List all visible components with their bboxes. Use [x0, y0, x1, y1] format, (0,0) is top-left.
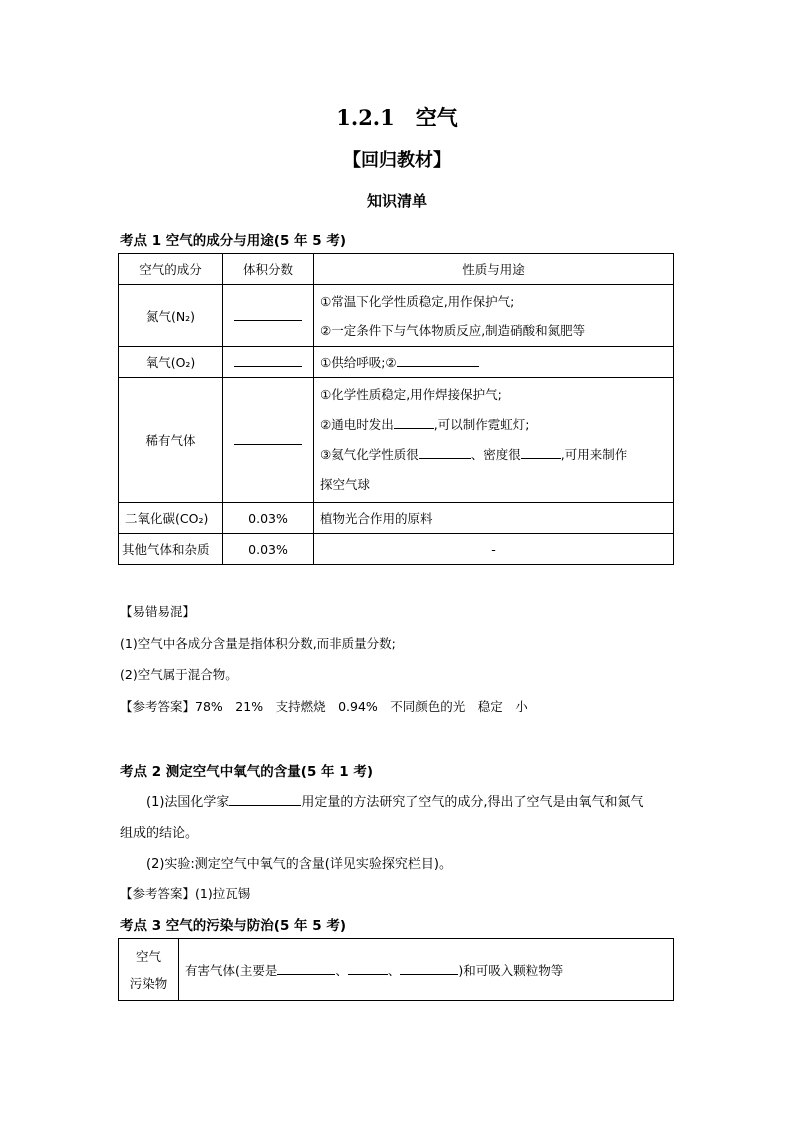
rare-gas-name: 稀有气体 [119, 378, 223, 503]
o2-name: 氧气(O₂) [119, 347, 223, 378]
rare-use-2a: ②通电时发出 [320, 417, 394, 432]
n2-use-2: ②一定条件下与气体物质反应,制造硝酸和氮肥等 [320, 322, 586, 338]
mistakes-item-2: (2)空气属于混合物。 [120, 667, 238, 682]
pollutant-label-cell [119, 939, 179, 1001]
rare-use-4: 探空气球 [320, 477, 371, 492]
kp1-answer [120, 697, 528, 715]
fill-blank [348, 962, 388, 975]
fill-blank [394, 416, 434, 429]
rare-use-1: ①化学性质稳定,用作焊接保护气; [320, 387, 502, 402]
rare-use-3b: 、密度很 [470, 447, 521, 462]
fill-blank [400, 962, 458, 975]
fill-blank [397, 354, 479, 367]
mistakes-heading: 【易错易混】 [120, 604, 196, 619]
fill-blank [234, 354, 302, 367]
header-volume-fraction: 体积分数 [223, 254, 314, 285]
answer-label: 【参考答案】 [120, 699, 196, 714]
co2-name: 二氧化碳(CO₂) [119, 503, 223, 534]
o2-use-1: ①供给呼吸;② [320, 355, 397, 370]
kp2-item-2: (2)实验:测定空气中氧气的含量(详见实验探究栏目)。 [146, 857, 452, 872]
section-heading: 知识清单 [366, 192, 427, 210]
co2-use: 植物光合作用的原料 [314, 503, 674, 534]
table-row [119, 378, 674, 503]
pollutant-label-2: 污染物 [129, 975, 168, 991]
o2-fraction-cell [223, 347, 314, 378]
pollutant-content-a: 有害气体(主要是 [185, 962, 278, 978]
table-row [119, 503, 674, 534]
fill-blank [419, 446, 471, 459]
pollutant-content [179, 939, 674, 1001]
table-row [119, 347, 674, 378]
rare-use-2 [320, 410, 667, 440]
kp2-item-1 [146, 791, 644, 810]
table-row [119, 939, 674, 1001]
kp3-table [118, 938, 674, 1001]
kp1-table [118, 253, 674, 565]
other-name: 其他气体和杂质 [119, 534, 223, 565]
fill-blank [234, 432, 302, 445]
pollutant-content-b: )和可吸入颗粒物等 [458, 962, 564, 978]
other-fraction: 0.03% [223, 534, 314, 565]
co2-fraction: 0.03% [223, 503, 314, 534]
fill-blank [521, 446, 561, 459]
pollutant-label-1: 空气 [135, 948, 161, 964]
o2-uses-cell [314, 347, 674, 378]
fill-blank [234, 308, 302, 321]
n2-uses-cell [314, 285, 674, 347]
kp2-heading: 考点 2 测定空气中氧气的含量(5 年 1 考) [120, 764, 374, 780]
header-component: 空气的成分 [119, 254, 223, 285]
kp2-item-1b: 用定量的方法研究了空气的成分,得出了空气是由氧气和氮气 [301, 795, 644, 810]
fill-blank [277, 962, 335, 975]
fill-blank [229, 793, 301, 806]
rare-uses-cell [314, 378, 674, 503]
page-title: 1.2.1 空气 [336, 105, 458, 130]
n2-use-1: ①常温下化学性质稳定,用作保护气; [320, 293, 515, 309]
header-properties-uses: 性质与用途 [314, 254, 674, 285]
page-subtitle: 【回归教材】 [343, 150, 451, 171]
table-header-row [119, 254, 674, 285]
rare-use-3 [320, 440, 667, 470]
answer-label: 【参考答案】 [120, 886, 196, 901]
rare-use-3a: ③氦气化学性质很 [320, 447, 419, 462]
rare-use-3c: ,可用来制作 [560, 447, 628, 462]
kp2-item-1-cont: 组成的结论。 [120, 826, 199, 841]
other-use: - [314, 534, 674, 565]
pollutant-sep-2: 、 [387, 962, 401, 978]
table-row [119, 285, 674, 347]
pollutant-sep-1: 、 [335, 962, 348, 978]
mistakes-item-1: (1)空气中各成分含量是指体积分数,而非质量分数; [120, 636, 396, 651]
kp2-answer [120, 884, 250, 902]
rare-use-2b: ,可以制作霓虹灯; [433, 417, 530, 432]
rare-fraction-cell [223, 378, 314, 503]
kp2-item-1a: (1)法国化学家 [146, 795, 230, 810]
n2-fraction-cell [223, 285, 314, 347]
answer-text: (1)拉瓦锡 [195, 886, 251, 901]
table-row [119, 534, 674, 565]
answer-text: 78% 21% 支持燃烧 0.94% 不同颜色的光 稳定 小 [195, 699, 528, 714]
kp3-heading: 考点 3 空气的污染与防治(5 年 5 考) [120, 918, 347, 934]
kp1-heading: 考点 1 空气的成分与用途(5 年 5 考) [120, 233, 347, 249]
n2-name: 氮气(N₂) [119, 285, 223, 347]
